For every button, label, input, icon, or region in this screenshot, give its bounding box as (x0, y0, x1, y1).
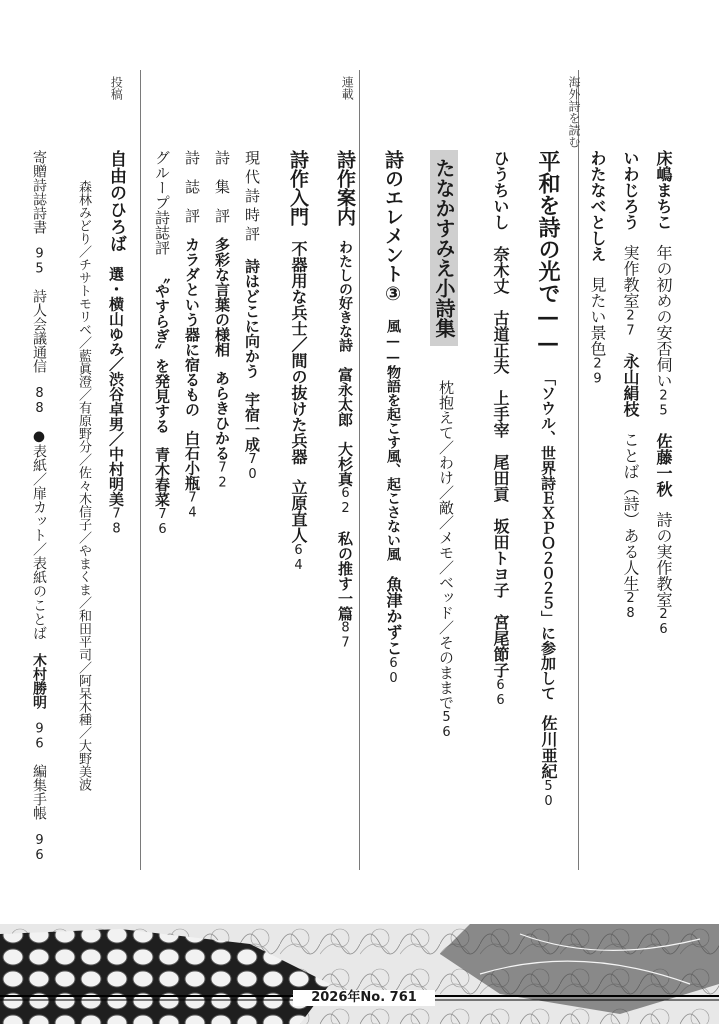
series-subtitle: 風——物語を起こす風、起こさない風 (385, 319, 401, 562)
review-title: カラダという器に宿るもの (183, 237, 201, 417)
page-number: 28 (623, 591, 638, 622)
toc-entry-watanabe (589, 150, 605, 386)
author: 佐川亜紀 (539, 714, 558, 779)
page-number: 60 (386, 655, 401, 686)
title: 実作教室 (621, 244, 640, 309)
page-number: 29 (590, 356, 605, 387)
review-group-magazines (154, 150, 169, 537)
section-label-serial: 連載 (340, 76, 355, 100)
section-rule (578, 70, 579, 870)
author: いわじろう (621, 150, 640, 230)
title: ことば（詩）ある人生 (621, 431, 640, 592)
page-number: 78 (109, 506, 124, 537)
mini-collection-title: たなかすみえ小詩集 (430, 150, 458, 346)
section-rule (140, 70, 141, 870)
poets: ひうちいし 奈木丈 古道正夫 上手宰 尾田貢 坂田トヨ子 宮尾節子 (491, 150, 510, 678)
author: 魚津かずこ (384, 575, 403, 656)
feature-peace-poetry (537, 150, 559, 809)
review-title: 詩はどこに向かう (243, 258, 261, 379)
review-title: 多彩な言葉の様相 (213, 237, 231, 357)
page-number: 66 (493, 678, 508, 708)
poetry-guide (335, 150, 354, 651)
author: 富永太郎 (336, 366, 354, 427)
decorative-footer-art (0, 924, 719, 1024)
author: わたなべとしえ (588, 150, 607, 262)
author: 永山絹枝 (621, 352, 640, 417)
page-number: 96 (32, 832, 47, 863)
misc-entries (32, 150, 46, 863)
author: 木村勝明 (31, 652, 47, 709)
review-title: 〝やすらぎ〟を発見する (153, 268, 171, 434)
review-collections (214, 150, 229, 491)
free-square (107, 150, 124, 536)
author: 宇宿一成 (243, 392, 261, 452)
section-title: 自由のひろば (106, 150, 126, 252)
toc-entry-iwajiro (622, 150, 638, 621)
review-magazines (184, 150, 199, 521)
review-label: 詩誌評 (183, 150, 201, 237)
author: 立原直人 (289, 478, 308, 543)
page-number: 64 (291, 542, 306, 573)
toc-entry-tokoshima (655, 150, 671, 637)
page-number: 88 (32, 385, 47, 416)
author: 青木春菜 (153, 447, 171, 507)
review-modern-poetry (244, 150, 259, 482)
page-number: 87 (338, 620, 353, 651)
series-title: 詩作入門 (287, 150, 309, 226)
page-number: 26 (656, 607, 671, 638)
mini-collection-heading (434, 150, 454, 346)
section-label-overseas: 海外詩を読む (567, 76, 581, 148)
page-number: 70 (245, 452, 260, 482)
page-number: 50 (541, 778, 556, 809)
feature-subtitle: 「ソウル、世界詩ＥＸＰＯ２０２５」に参加して (539, 370, 557, 701)
selectors: 選・横山ゆみ／渋谷卓男／中村明美 (107, 266, 125, 507)
entry: 詩人会議通信 (31, 289, 47, 374)
author: 床嶋まちこ (654, 150, 673, 230)
review-label: グループ詩誌評 (153, 150, 171, 255)
issue-number: 2026年No. 761 (293, 990, 435, 1006)
page-number: 72 (215, 460, 230, 491)
entry: ●表紙／扉カット／表紙のことば (31, 428, 47, 641)
page-number: 62 (338, 486, 353, 517)
poem-list: 枕抱えて／わけ／敵／メモ／ベッド／そのままで (437, 380, 455, 710)
poetry-intro (288, 150, 307, 573)
contributors (77, 180, 90, 791)
title: 詩の実作教室 (654, 511, 673, 608)
series-subtitle: 不器用な兵士／間の抜けた兵器 (289, 240, 308, 465)
section-label-post: 投稿 (109, 76, 124, 100)
author: あらきひかる (213, 370, 231, 461)
series-title: 詩のエレメント③ (382, 150, 404, 305)
entry: 編集手帳 (31, 764, 47, 821)
page-number: 27 (623, 308, 638, 339)
title: 年の初めの安否伺い (654, 244, 673, 389)
series-subtitle: わたしの好きな詩 (337, 240, 353, 353)
page-number: 96 (32, 721, 47, 752)
poetry-element (383, 150, 402, 686)
mini-collection-poems (438, 380, 453, 740)
title: 見たい景色 (588, 276, 607, 357)
review-label: 詩集評 (213, 150, 231, 237)
entry: 寄贈詩誌詩書 (31, 150, 47, 234)
contributor-list: 森林みどり／チサトモリベ／藍眞澄／有原野分／佐々木信子／やまくま／和田平司／阿呆木種／大野美波 (76, 180, 91, 791)
feature-title: 平和を詩の光で—— (535, 150, 561, 356)
page-number: 76 (155, 507, 170, 537)
title: 私の推す一篇 (336, 530, 354, 621)
page-number: 74 (185, 490, 200, 521)
page-number: 95 (32, 246, 47, 277)
review-label: 現代詩時評 (243, 150, 261, 245)
series-title: 詩作案内 (334, 150, 356, 226)
section-rule (359, 70, 360, 870)
author: 大杉真 (336, 441, 354, 487)
author: 佐藤一秋 (654, 432, 673, 497)
page-number: 25 (656, 388, 671, 419)
page-number: 56 (439, 710, 454, 740)
author: 白石小瓶 (183, 430, 201, 491)
poets-list (492, 150, 508, 708)
